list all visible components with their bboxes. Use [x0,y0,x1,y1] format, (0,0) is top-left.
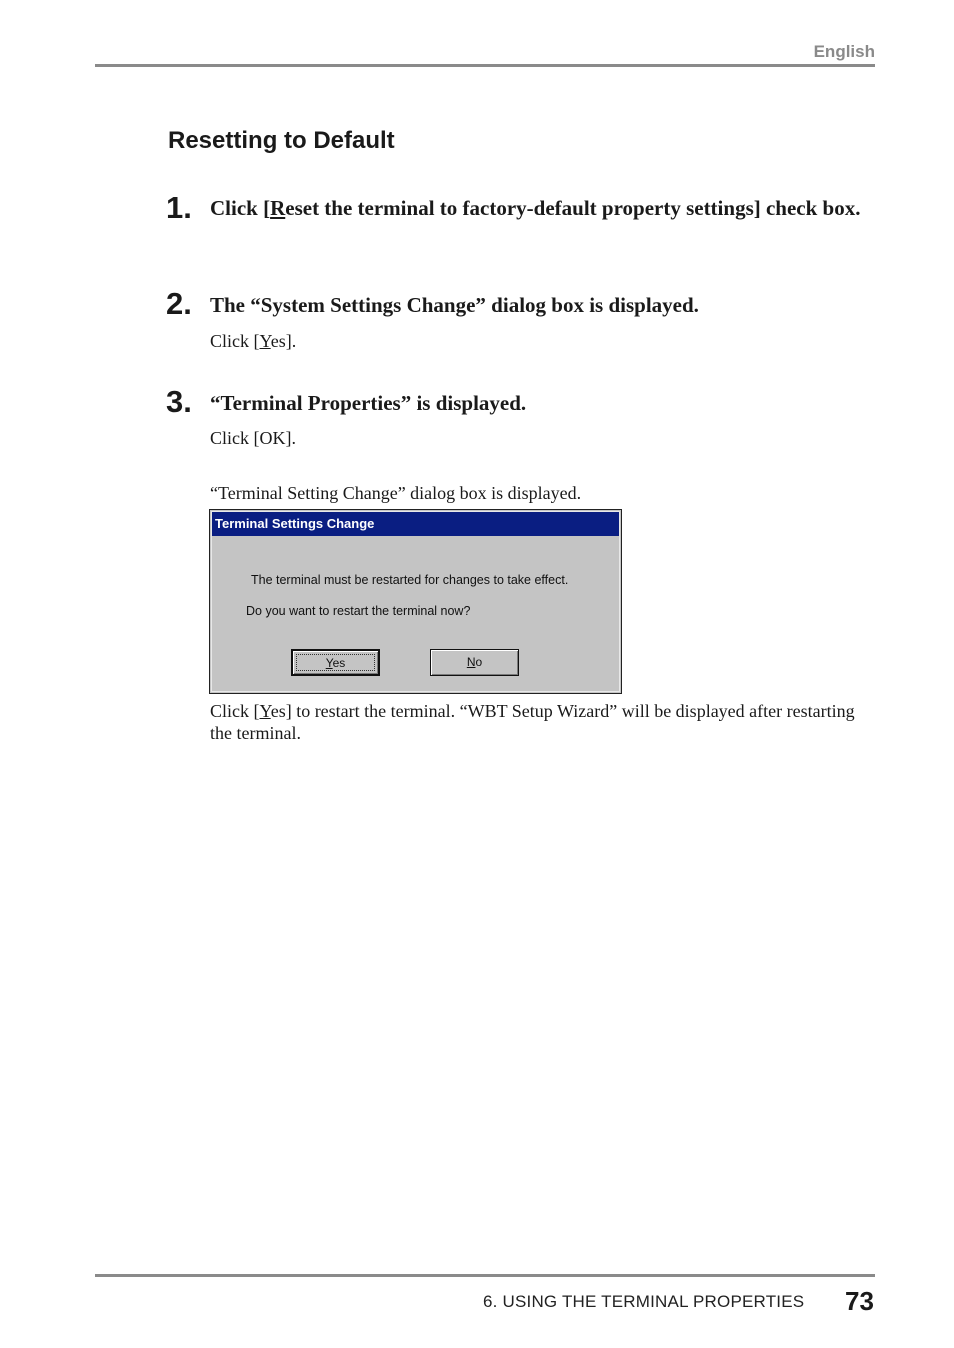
step-1-text [210,195,870,222]
terminal-settings-change-dialog [209,509,622,694]
yes-label-rest: es [332,656,346,670]
header-rule [95,64,875,67]
step-1-hotkey: R [270,196,286,220]
footer-chapter: 6. USING THE TERMINAL PROPERTIES [483,1292,805,1311]
after-text-part: es] to restart the terminal. “WBT Setup Wizard” will be displayed after restarting the terminal. [210,701,855,743]
step-1-text-part: eset the terminal to factory-default property settings] check box. [285,196,861,220]
dialog-titlebar: Terminal Settings Change [212,512,619,536]
step-3-subtext: Click [OK]. [210,428,296,448]
step-2-text: The “System Settings Change” dialog box is displayed. [210,293,699,317]
page-number: 73 [845,1286,874,1316]
section-title: Resetting to Default [168,127,395,154]
yes-button-label [326,656,346,670]
after-hotkey: Y [259,701,271,721]
footer-rule [95,1274,875,1277]
header-language: English [813,42,875,61]
dialog-message-restart: The terminal must be restarted for changes to take effect. [251,573,569,587]
step-2-subtext [210,330,296,352]
no-button-label [467,655,482,669]
step-2-sub-part: Click [ [210,331,260,351]
dialog-frame [211,511,620,692]
no-hotkey: N [466,655,476,669]
step-3-number: 3. [166,384,192,419]
step-1-number: 1. [166,190,192,225]
step-2-hotkey: Y [259,331,271,351]
after-text-part: Click [ [210,701,260,721]
yes-hotkey: Y [325,656,333,670]
yes-button[interactable] [291,649,380,676]
step-2-sub-part: es]. [270,331,297,351]
step-3-text: “Terminal Properties” is displayed. [210,391,527,415]
dialog-message-question: Do you want to restart the terminal now? [246,604,471,618]
step-2-number: 2. [166,286,192,321]
no-label-rest: o [475,655,483,669]
step-1-text-part: Click [ [210,196,271,220]
no-button[interactable] [430,649,519,676]
dialog-caption: “Terminal Setting Change” dialog box is displayed. [210,483,582,503]
after-dialog-text [210,700,860,744]
